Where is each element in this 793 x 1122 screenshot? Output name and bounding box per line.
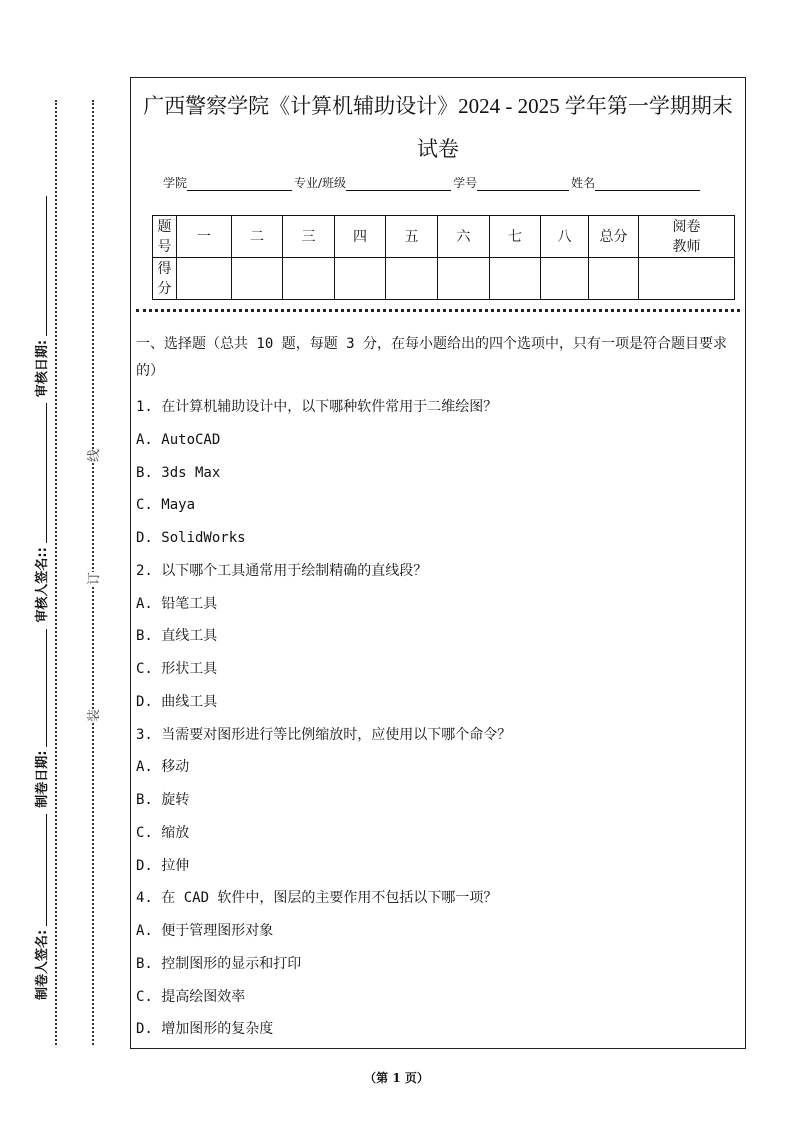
score-table-column-header: 一 <box>177 216 232 258</box>
answer-option[interactable]: C. 形状工具 <box>136 661 218 677</box>
exam-title: 广西警察学院《计算机辅助设计》2024 - 2025 学年第一学期期末 <box>143 94 733 118</box>
score-table-column-header: 七 <box>490 216 541 258</box>
answer-option[interactable]: B. 控制图形的显示和打印 <box>136 955 302 972</box>
score-table-column-header: 四 <box>335 216 386 258</box>
page-number: （第 1 页） <box>364 1071 429 1085</box>
review-date-label: 审核日期: <box>35 339 50 398</box>
answer-option[interactable]: D. 增加图形的复杂度 <box>136 1021 274 1038</box>
student-id-blank[interactable] <box>477 178 569 191</box>
score-cell[interactable] <box>283 258 335 300</box>
exam-title-line2: 试卷 <box>417 137 459 161</box>
score-table-column-header: 总分 <box>589 216 639 258</box>
score-cell[interactable] <box>639 258 735 300</box>
answer-option[interactable]: B. 旋转 <box>136 792 190 808</box>
binding-dotted-line-outer <box>55 100 57 1045</box>
score-table-header-score: 得 分 <box>153 258 177 300</box>
binding-mark-zhuang: 装 <box>83 709 102 722</box>
binding-mark-xian: 线 <box>83 449 102 462</box>
name-label: 姓名 <box>571 176 596 190</box>
answer-option[interactable]: D. 拉伸 <box>136 857 190 874</box>
exam-page-frame <box>130 77 746 1049</box>
answer-option[interactable]: A. AutoCAD <box>136 431 221 448</box>
answer-option[interactable]: A. 铅笔工具 <box>136 595 218 612</box>
question-list <box>136 331 741 1046</box>
score-table <box>152 215 735 300</box>
major-class-blank[interactable] <box>346 178 451 191</box>
binding-mark-ding: 订 <box>83 572 102 585</box>
score-cell[interactable] <box>438 258 490 300</box>
answer-option[interactable]: D. SolidWorks <box>136 530 246 546</box>
answer-option[interactable]: C. Maya <box>136 497 196 514</box>
reviewer-signature-label: 审核人签名:: <box>35 547 50 623</box>
major-class-label: 专业/班级 <box>294 176 347 190</box>
question-text: 1. 在计算机辅助设计中，以下哪种软件常用于二维绘图？ <box>136 399 498 415</box>
question-text: 4. 在 CAD 软件中，图层的主要作用不包括以下哪一项？ <box>136 890 498 907</box>
maker-signature-label: 制卷人签名: <box>35 929 50 1000</box>
score-table-column-header: 二 <box>232 216 283 258</box>
college-blank[interactable] <box>187 178 292 191</box>
score-table-column-header: 阅卷 教师 <box>639 216 735 258</box>
answer-option[interactable]: B. 直线工具 <box>136 628 218 645</box>
college-label: 学院 <box>163 176 188 190</box>
score-table-column-header: 三 <box>283 216 335 258</box>
score-cell[interactable] <box>335 258 386 300</box>
score-cell[interactable] <box>490 258 541 300</box>
score-cell[interactable] <box>177 258 232 300</box>
answer-option[interactable]: A. 便于管理图形对象 <box>136 923 274 939</box>
score-table-column-header: 五 <box>386 216 438 258</box>
section-heading: 一、选择题（总共 10 题，每题 3 分，在每小题给出的四个选项中，只有一项是符合题目要求的） <box>136 336 727 379</box>
reviewer-signature-line <box>45 403 47 543</box>
answer-option[interactable]: B. 3ds Max <box>136 464 221 481</box>
maker-signature-line <box>45 814 47 926</box>
answer-option[interactable]: C. 提高绘图效率 <box>136 988 246 1005</box>
score-cell[interactable] <box>232 258 283 300</box>
question-text: 3. 当需要对图形进行等比例缩放时，应使用以下哪个命令？ <box>136 726 512 743</box>
question-text: 2. 以下哪个工具通常用于绘制精确的直线段？ <box>136 562 428 579</box>
score-cell[interactable] <box>589 258 639 300</box>
name-blank[interactable] <box>595 178 700 191</box>
score-table-column-header: 八 <box>541 216 589 258</box>
maker-date-line <box>45 629 47 747</box>
score-cell[interactable] <box>541 258 589 300</box>
answer-option[interactable]: A. 移动 <box>136 759 190 776</box>
review-date-line <box>45 196 47 336</box>
answer-option[interactable]: C. 缩放 <box>136 824 190 841</box>
student-info-row <box>163 174 702 191</box>
answer-option[interactable]: D. 曲线工具 <box>136 693 218 710</box>
binding-signature-strip <box>30 130 50 1030</box>
maker-date-label: 制卷日期: <box>35 750 50 808</box>
score-table-column-header: 六 <box>438 216 490 258</box>
student-id-label: 学号 <box>453 176 478 190</box>
score-cell[interactable] <box>386 258 438 300</box>
dotted-separator <box>136 309 740 312</box>
score-table-header-number: 题 号 <box>153 216 177 258</box>
